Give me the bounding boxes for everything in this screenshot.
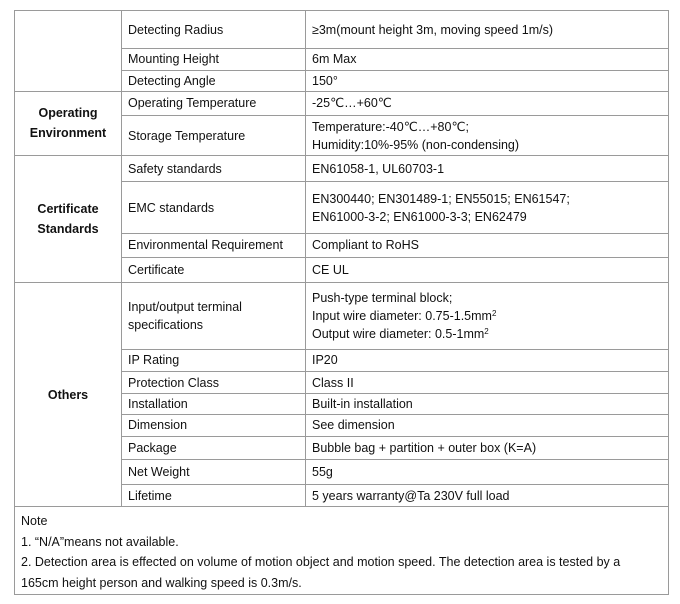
spec-label-line: Installation	[128, 397, 188, 412]
spec-value-line: IP20	[312, 353, 338, 368]
spec-value-line: EN61000-3-2; EN61000-3-3; EN62479	[312, 209, 527, 224]
spec-label	[122, 394, 306, 415]
spec-label	[122, 258, 306, 283]
note-line: 165cm height person and walking speed is 0.3m/s.	[21, 575, 302, 590]
category-line: Certificate	[37, 202, 99, 217]
spec-value	[306, 156, 669, 182]
spec-value-line: EN61058-1, UL60703-1	[312, 161, 445, 176]
spec-row	[15, 156, 669, 182]
spec-label	[122, 233, 306, 257]
category-line: Environment	[29, 126, 107, 141]
spec-label-line: Environmental Requirement	[128, 238, 283, 253]
spec-value-line: 6m Max	[312, 52, 357, 67]
spec-label-line: Input/output terminal	[128, 300, 242, 315]
spec-value-line: ≥3m(mount height 3m, moving speed 1m/s)	[312, 22, 553, 37]
spec-label	[122, 484, 306, 506]
spec-label-line: Protection Class	[128, 375, 220, 390]
note-line: 2. Detection area is effected on volume of motion object and motion speed. The detection area is tested by a	[21, 555, 621, 570]
spec-value-line: Output wire diameter: $0.5-1mm^2$	[312, 327, 489, 342]
spec-label-line: Safety standards	[128, 161, 222, 176]
spec-label	[122, 283, 306, 350]
spec-row	[15, 91, 669, 115]
spec-label-line: Certificate	[128, 263, 185, 278]
spec-value	[306, 233, 669, 257]
spec-value-line: Built-in installation	[312, 397, 413, 412]
spec-label	[122, 349, 306, 371]
spec-value	[306, 372, 669, 394]
specification-table	[14, 10, 669, 595]
spec-value	[306, 258, 669, 283]
spec-value-line: 55g	[312, 464, 333, 479]
spec-label-line: Lifetime	[128, 488, 172, 503]
notes-row	[15, 507, 669, 595]
spec-label	[122, 91, 306, 115]
spec-value	[306, 415, 669, 436]
spec-label	[122, 436, 306, 459]
spec-value-line: Push-type terminal block;	[312, 291, 453, 306]
spec-value-line: 5 years warranty@Ta 230V full load	[312, 488, 510, 503]
spec-label	[122, 49, 306, 70]
spec-value-line: Humidity:10%-95% (non-condensing)	[312, 137, 520, 152]
spec-label	[122, 459, 306, 484]
spec-value-line: Bubble bag + partition + outer box (K=A)	[312, 440, 537, 455]
note-line: 1. “N/A”means not available.	[21, 534, 179, 549]
spec-label	[122, 70, 306, 91]
spec-value	[306, 11, 669, 49]
spec-label-line: specifications	[128, 318, 204, 333]
spec-label-line: Dimension	[128, 418, 188, 433]
spec-value	[306, 91, 669, 115]
category-cell	[15, 91, 122, 156]
spec-value	[306, 283, 669, 350]
category-cell	[15, 283, 122, 507]
spec-value	[306, 182, 669, 233]
spec-value-line: Temperature:-40℃…+80℃;	[312, 119, 469, 134]
spec-label	[122, 182, 306, 233]
spec-value-line: 150°	[312, 73, 338, 88]
spec-value	[306, 436, 669, 459]
spec-value	[306, 70, 669, 91]
spec-label	[122, 115, 306, 155]
spec-value-line: See dimension	[312, 418, 395, 433]
category-cell	[15, 156, 122, 283]
spec-value-line: EN300440; EN301489-1; EN55015; EN61547;	[312, 191, 570, 206]
spec-value	[306, 49, 669, 70]
spec-row	[15, 11, 669, 49]
spec-label	[122, 415, 306, 436]
spec-value	[306, 115, 669, 155]
spec-row	[15, 283, 669, 350]
category-line: Others	[47, 387, 89, 402]
spec-label-line: EMC standards	[128, 200, 215, 215]
spec-value	[306, 459, 669, 484]
spec-value	[306, 394, 669, 415]
spec-value	[306, 484, 669, 506]
spec-label-line: Detecting Radius	[128, 22, 224, 37]
spec-label-line: Package	[128, 440, 177, 455]
spec-label-line: Net Weight	[128, 464, 190, 479]
spec-label-line: Storage Temperature	[128, 128, 246, 143]
spec-label	[122, 11, 306, 49]
spec-value-line: Compliant to RoHS	[312, 238, 419, 253]
spec-label-line: Operating Temperature	[128, 96, 257, 111]
spec-value-line: -25℃…+60℃	[312, 96, 392, 111]
spec-value-line: Input wire diameter: $0.75-1.5mm^2$	[312, 309, 497, 324]
spec-label	[122, 156, 306, 182]
notes-title: Note	[21, 514, 48, 529]
spec-label-line: Mounting Height	[128, 52, 220, 67]
spec-value-line: CE UL	[312, 263, 349, 278]
spec-value-line: Class II	[312, 375, 354, 390]
category-line: Operating	[38, 106, 98, 121]
spec-label-line: IP Rating	[128, 353, 180, 368]
category-cell	[15, 11, 122, 92]
notes-cell	[15, 507, 669, 595]
spec-value	[306, 349, 669, 371]
spec-label	[122, 372, 306, 394]
spec-label-line: Detecting Angle	[128, 73, 216, 88]
category-line: Standards	[37, 222, 99, 237]
